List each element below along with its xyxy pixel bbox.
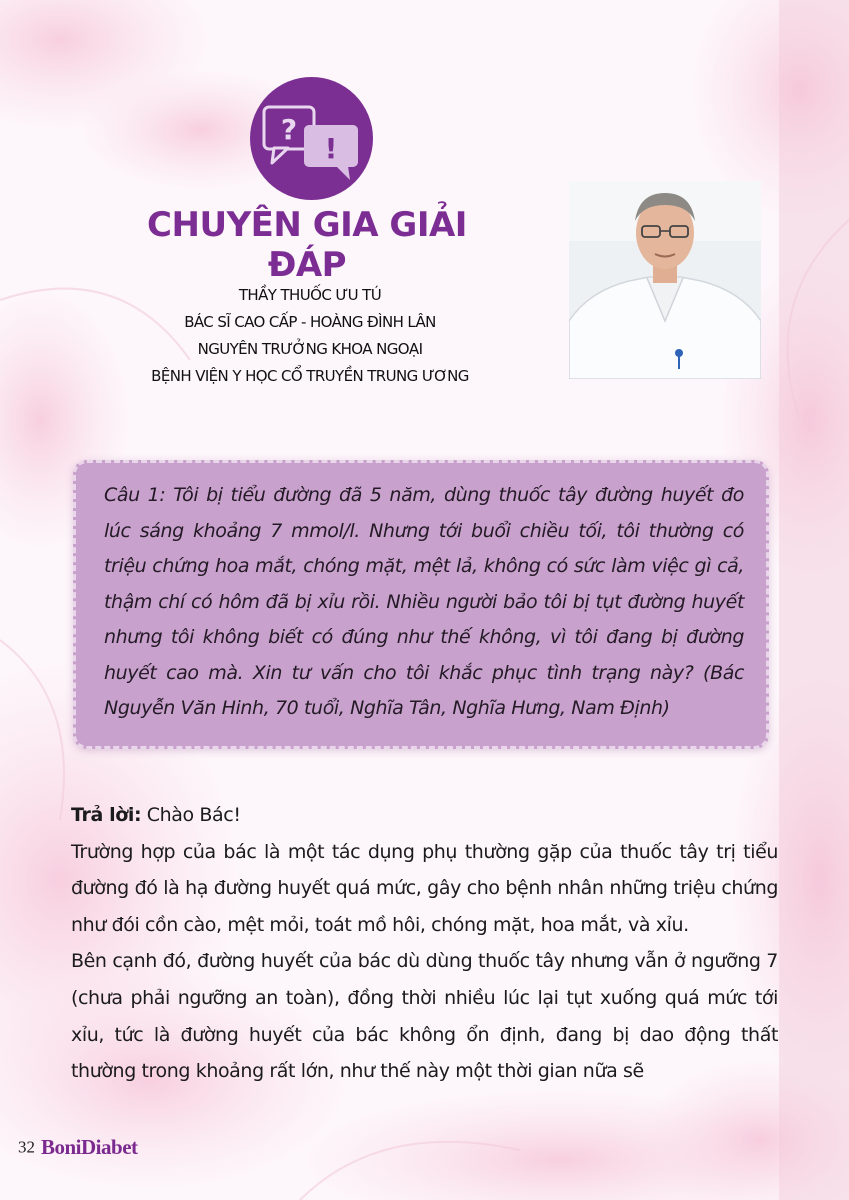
page-number: 32 bbox=[18, 1137, 35, 1157]
expert-qa-badge bbox=[250, 77, 373, 200]
answer-paragraph-1: Trường hợp của bác là một tác dụng phụ thường gặp của thuốc tây trị tiểu đường đó là hạ đường huyết quá mức, gây cho bệnh nhân những triệu chứng như đói cồn cào, mệt mỏi, toát mồ hôi, chóng mặt, hoa mắt, và xỉu. bbox=[71, 840, 778, 936]
section-title: CHUYÊN GIA GIẢI ĐÁP bbox=[147, 205, 467, 285]
answer-greeting-line bbox=[71, 797, 778, 834]
expert-honorific: THẦY THUỐC ƯU TÚ bbox=[238, 286, 382, 304]
magazine-name: BoniDiabet bbox=[41, 1135, 138, 1159]
expert-credentials bbox=[105, 282, 515, 390]
expert-hospital: BỆNH VIỆN Y HỌC CỔ TRUYỀN TRUNG ƯƠNG bbox=[151, 367, 469, 385]
reader-question: Câu 1: Tôi bị tiểu đường đã 5 năm, dùng thuốc tây đường huyết đo lúc sáng khoảng 7 mmol/l. Nhưng tới buổi chiều tối, tôi thường có triệu chứng hoa mắt, chóng mặt, mệt lả, không có sức làm việc gì cả, thậm chí có hôm đã bị xỉu rồi. Nhiều người bảo tôi bị tụt đường huyết nhưng tôi không biết có đúng như thế không, vì tôi đang bị đường huyết cao mà. Xin tư vấn cho tôi khắc phục tình trạng này? (Bác Nguyễn Văn Hinh, 70 tuổi, Nghĩa Tân, Nghĩa Hưng, Nam Định) bbox=[104, 484, 744, 719]
answer-section bbox=[71, 797, 778, 1090]
svg-text:?: ? bbox=[280, 113, 298, 146]
expert-name: BÁC SĨ CAO CẤP - HOÀNG ĐÌNH LÂN bbox=[184, 313, 436, 331]
expert-photo bbox=[569, 181, 761, 379]
answer-label: Trả lời: bbox=[71, 804, 142, 826]
question-exclamation-bubbles-icon bbox=[250, 77, 373, 200]
expert-former-position: NGUYÊN TRƯỞNG KHOA NGOẠI bbox=[197, 340, 423, 358]
answer-paragraph-2: Bên cạnh đó, đường huyết của bác dù dùng thuốc tây nhưng vẫn ở ngưỡng 7 (chưa phải ngưỡng an toàn), đồng thời nhiều lúc lại tụt xuống quá mức tới xỉu, tức là đường huyết của bác không ổn định, đang bị dao động thất thường trong khoảng rất lớn, như thế này một thời gian nữa sẽ bbox=[71, 950, 778, 1083]
answer-greeting: Chào Bác! bbox=[141, 804, 241, 826]
svg-text:!: ! bbox=[324, 132, 338, 165]
page-footer bbox=[18, 1135, 138, 1159]
